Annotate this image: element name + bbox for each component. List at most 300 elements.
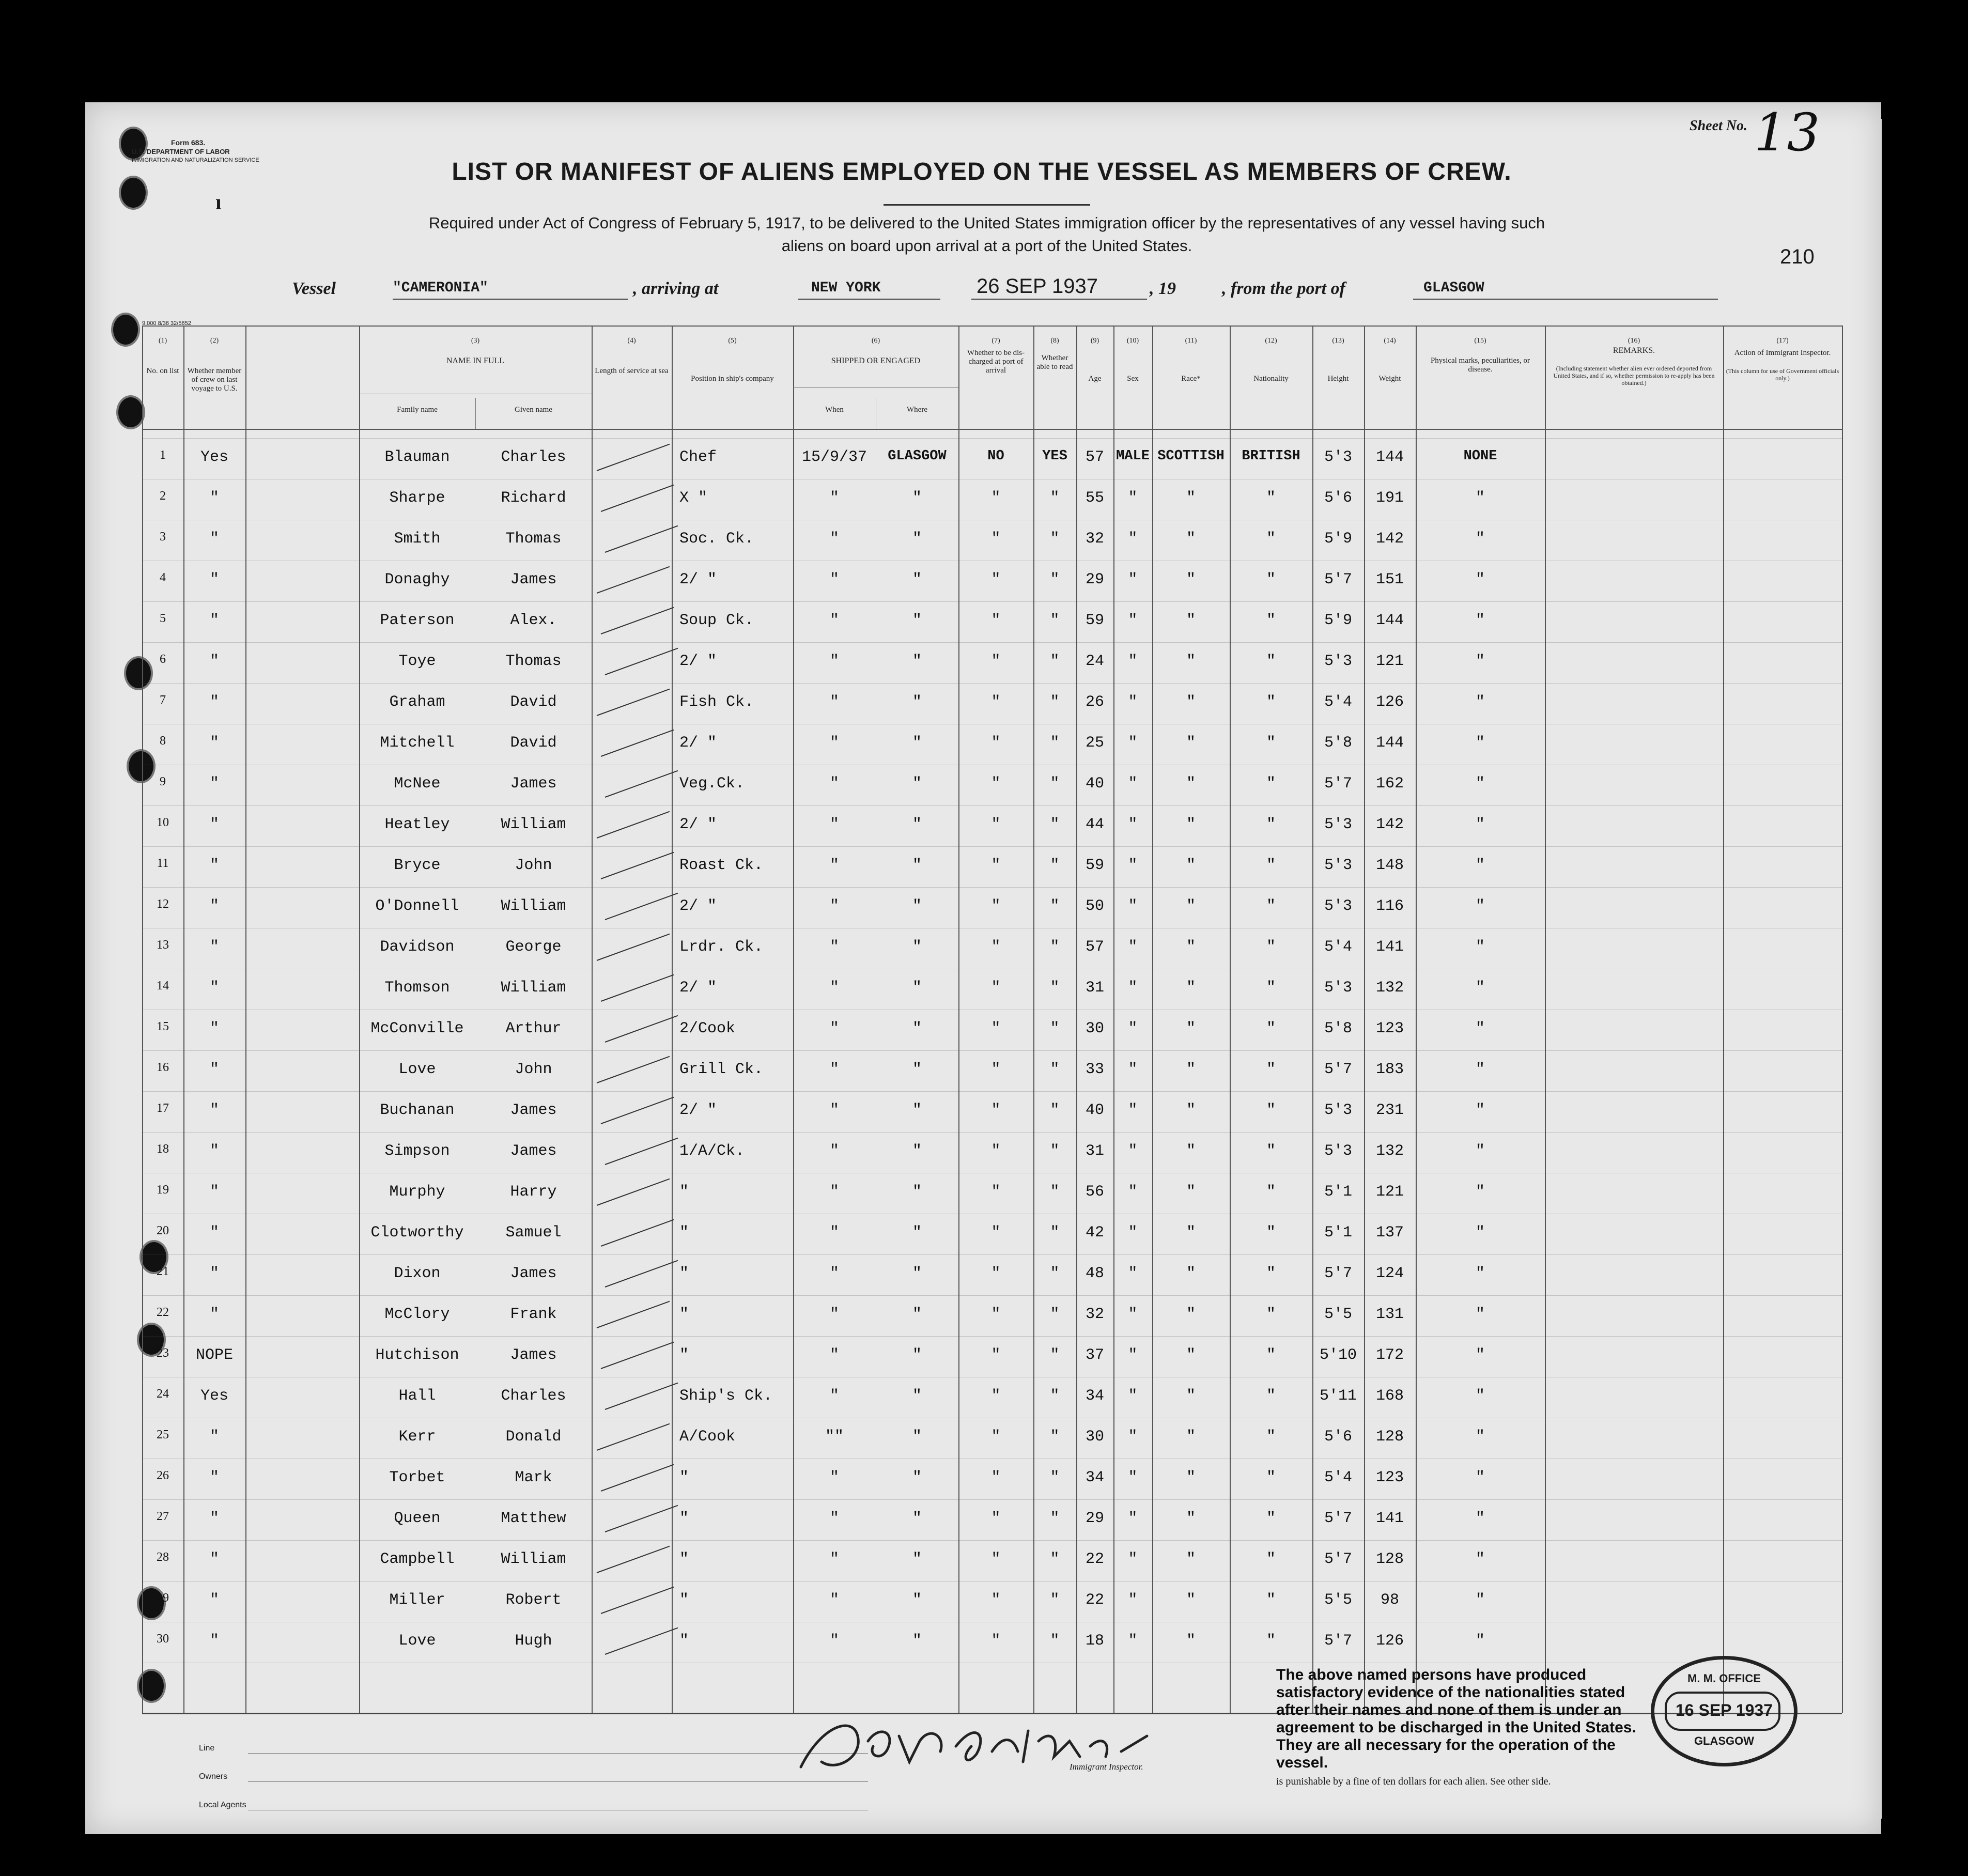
- cell-nationality: ": [1266, 857, 1276, 874]
- cell-discharged: ": [991, 1183, 1001, 1201]
- cell-voyage: ": [209, 653, 219, 670]
- cell-nationality: ": [1266, 938, 1276, 956]
- cell-family: McClory: [384, 1306, 450, 1323]
- cell-sex: ": [1128, 571, 1138, 588]
- cell-age: 29: [1085, 571, 1104, 588]
- owners-underline: [248, 1781, 868, 1782]
- cell-weight: 131: [1375, 1306, 1404, 1323]
- cell-age: 22: [1085, 1591, 1104, 1609]
- cell-voyage: ": [209, 897, 219, 915]
- cell-race: SCOTTISH: [1157, 448, 1225, 464]
- cell-when: ": [829, 857, 839, 874]
- cell-height: 5'4: [1324, 1469, 1352, 1486]
- page-subtitle: [279, 212, 1695, 257]
- cell-given: Robert: [505, 1591, 562, 1609]
- cell-weight: 116: [1375, 897, 1404, 915]
- cell-discharged: ": [991, 816, 1001, 833]
- cell-when: ": [829, 1346, 839, 1364]
- service-length-tick: [605, 1627, 678, 1655]
- subtitle-line-2: aliens on board upon arrival at a port of the United States.: [781, 237, 1192, 255]
- cell-given: William: [501, 897, 566, 915]
- cell-race: ": [1186, 693, 1196, 711]
- cell-when: ": [829, 612, 839, 629]
- cell-discharged: ": [991, 1020, 1001, 1037]
- cell-sex: ": [1128, 693, 1138, 711]
- cell-family: Clotworthy: [370, 1224, 464, 1242]
- cell-weight: 191: [1375, 489, 1404, 507]
- cell-position: Fish Ck.: [679, 693, 754, 711]
- cell-when: ": [829, 816, 839, 833]
- cell-race: ": [1186, 1306, 1196, 1323]
- arrival-date-stamp: 26 SEP 1937: [977, 275, 1098, 298]
- cell-where: ": [912, 1510, 922, 1527]
- column-header: Whether to be dis-charged at port of arrival: [967, 349, 1025, 375]
- cell-family: Love: [398, 1061, 436, 1078]
- cell-read: ": [1050, 1632, 1060, 1650]
- service-length-tick: [605, 893, 678, 920]
- cell-nationality: ": [1266, 693, 1276, 711]
- cell-sex: ": [1128, 1020, 1138, 1037]
- cell-age: 42: [1085, 1224, 1104, 1242]
- cell-height: 5'7: [1324, 1061, 1352, 1078]
- cell-read: ": [1050, 1306, 1060, 1323]
- cell-no: 26: [157, 1469, 169, 1482]
- cell-height: 5'9: [1324, 612, 1352, 629]
- column-header: Action of Immigrant Inspector.: [1734, 349, 1831, 357]
- cell-discharged: ": [991, 530, 1001, 548]
- row-ruling: [142, 683, 1842, 684]
- cell-nationality: ": [1266, 1510, 1276, 1527]
- cell-where: ": [912, 1102, 922, 1119]
- owners-label: Owners: [199, 1772, 228, 1781]
- arrival-port: NEW YORK: [811, 280, 881, 296]
- cell-discharged: ": [991, 1510, 1001, 1527]
- cell-race: ": [1186, 571, 1196, 588]
- row-ruling: [142, 1254, 1842, 1255]
- from-port-underline: [1413, 299, 1718, 300]
- cell-race: ": [1186, 979, 1196, 997]
- arriving-label: , arriving at: [633, 279, 719, 298]
- cell-discharged: ": [991, 693, 1001, 711]
- cell-where: ": [912, 1061, 922, 1078]
- cell-given: James: [510, 1142, 557, 1160]
- cell-voyage: ": [209, 1020, 219, 1037]
- cell-when: ": [829, 653, 839, 670]
- cell-height: 5'3: [1324, 816, 1352, 833]
- cell-voyage: ": [209, 1265, 219, 1282]
- cell-weight: 141: [1375, 938, 1404, 956]
- cell-no: 29: [157, 1591, 169, 1605]
- cell-age: 18: [1085, 1632, 1104, 1650]
- cell-voyage: ": [209, 1061, 219, 1078]
- cell-family: McNee: [394, 775, 441, 793]
- cell-age: 55: [1085, 489, 1104, 507]
- cell-height: 5'4: [1324, 693, 1352, 711]
- vessel-name: "CAMERONIA": [393, 280, 488, 296]
- cell-sex: ": [1128, 1224, 1138, 1242]
- line-label: Line: [199, 1744, 215, 1753]
- cell-family: Graham: [389, 693, 445, 711]
- sheet-label: Sheet No.: [1690, 118, 1747, 134]
- cell-nationality: ": [1266, 1306, 1276, 1323]
- cell-age: 34: [1085, 1469, 1104, 1486]
- cell-read: ": [1050, 857, 1060, 874]
- cell-weight: 121: [1375, 653, 1404, 670]
- cell-no: 2: [160, 489, 166, 503]
- cell-family: Heatley: [384, 816, 450, 833]
- cell-marks: ": [1475, 653, 1485, 670]
- cell-given: Hugh: [515, 1632, 552, 1650]
- column-header: Weight: [1378, 375, 1401, 383]
- service-length-tick: [605, 1505, 678, 1532]
- cell-weight: 137: [1375, 1224, 1404, 1242]
- punch-hole: [111, 313, 140, 347]
- cell-where: ": [912, 1591, 922, 1609]
- cell-sex: ": [1128, 1469, 1138, 1486]
- cell-given: Mark: [515, 1469, 552, 1486]
- column-subheader: Where: [907, 406, 927, 414]
- cell-family: Dixon: [394, 1265, 441, 1282]
- cell-height: 5'5: [1324, 1591, 1352, 1609]
- cell-voyage: ": [209, 1142, 219, 1160]
- cell-given: George: [505, 938, 562, 956]
- cell-voyage: ": [209, 775, 219, 793]
- cell-voyage: ": [209, 1102, 219, 1119]
- cell-read: ": [1050, 734, 1060, 752]
- cell-height: 5'3: [1324, 653, 1352, 670]
- cell-where: ": [912, 816, 922, 833]
- cell-where: ": [912, 571, 922, 588]
- cell-no: 5: [160, 612, 166, 625]
- cell-position: Grill Ck.: [679, 1061, 764, 1078]
- cell-weight: 231: [1375, 1102, 1404, 1119]
- cell-when: ": [829, 734, 839, 752]
- cell-given: David: [510, 734, 557, 752]
- cell-voyage: ": [209, 530, 219, 548]
- cell-where: ": [912, 489, 922, 507]
- cell-no: 11: [157, 857, 169, 870]
- cell-race: ": [1186, 1142, 1196, 1160]
- cell-age: 50: [1085, 897, 1104, 915]
- cell-where: ": [912, 1469, 922, 1486]
- cell-marks: ": [1475, 1265, 1485, 1282]
- vessel-underline: [393, 299, 628, 300]
- cell-sex: ": [1128, 1428, 1138, 1446]
- cell-sex: MALE: [1116, 448, 1150, 464]
- cell-voyage: ": [209, 489, 219, 507]
- cell-height: 5'1: [1324, 1224, 1352, 1242]
- cell-given: Matthew: [501, 1510, 566, 1527]
- column-header: Whether member of crew on last voyage to U.S.: [187, 367, 242, 393]
- cell-when: ": [829, 1265, 839, 1282]
- cell-race: ": [1186, 1224, 1196, 1242]
- cell-when: ": [829, 1102, 839, 1119]
- cell-given: Harry: [510, 1183, 557, 1201]
- cell-sex: ": [1128, 775, 1138, 793]
- row-ruling: [142, 601, 1842, 602]
- cell-weight: 141: [1375, 1510, 1404, 1527]
- cell-read: ": [1050, 775, 1060, 793]
- cell-family: Simpson: [384, 1142, 450, 1160]
- cell-where: ": [912, 1632, 922, 1650]
- cell-marks: ": [1475, 530, 1485, 548]
- cell-given: Thomas: [505, 530, 562, 548]
- stamp-date: 16 SEP 1937: [1675, 1701, 1773, 1719]
- row-ruling: [142, 1050, 1842, 1051]
- cell-given: William: [501, 1551, 566, 1568]
- cell-when: ": [829, 693, 839, 711]
- cell-weight: 172: [1375, 1346, 1404, 1364]
- cell-read: ": [1050, 1102, 1060, 1119]
- cell-when: ": [829, 1632, 839, 1650]
- cell-family: Toye: [398, 653, 436, 670]
- cell-read: ": [1050, 1224, 1060, 1242]
- cell-family: Hall: [398, 1387, 436, 1405]
- cell-position: ": [679, 1224, 689, 1242]
- column-header: REMARKS.: [1613, 346, 1655, 355]
- service-length-tick: [605, 648, 678, 675]
- cell-race: ": [1186, 1387, 1196, 1405]
- cell-position: 2/ ": [679, 979, 717, 997]
- cell-read: ": [1050, 897, 1060, 915]
- manifest-table: [142, 325, 1842, 1713]
- service-length-tick: [605, 1138, 678, 1165]
- page-title: LIST OR MANIFEST OF ALIENS EMPLOYED ON THE VESSEL AS MEMBERS OF CREW.: [452, 158, 1512, 185]
- service-length-tick: [597, 1179, 670, 1206]
- cell-marks: ": [1475, 1102, 1485, 1119]
- service-length-tick: [601, 852, 674, 879]
- cell-discharged: ": [991, 938, 1001, 956]
- cell-read: ": [1050, 571, 1060, 588]
- column-divider: [245, 325, 246, 1713]
- cell-race: ": [1186, 1469, 1196, 1486]
- cell-weight: 183: [1375, 1061, 1404, 1078]
- cell-weight: 144: [1375, 448, 1404, 466]
- cell-discharged: ": [991, 1632, 1001, 1650]
- cell-weight: 144: [1375, 734, 1404, 752]
- cell-discharged: ": [991, 979, 1001, 997]
- service-length-tick: [601, 1342, 674, 1369]
- service-length-tick: [597, 1546, 670, 1573]
- cell-marks: ": [1475, 775, 1485, 793]
- cell-no: 19: [157, 1183, 169, 1197]
- cell-height: 5'7: [1324, 571, 1352, 588]
- cell-weight: 123: [1375, 1469, 1404, 1486]
- cell-no: 12: [157, 897, 169, 911]
- cell-read: ": [1050, 1551, 1060, 1568]
- cell-nationality: ": [1266, 1061, 1276, 1078]
- column-divider: [592, 325, 593, 1713]
- cell-marks: ": [1475, 1632, 1485, 1650]
- cell-sex: ": [1128, 1061, 1138, 1078]
- cell-race: ": [1186, 1102, 1196, 1119]
- cell-given: William: [501, 979, 566, 997]
- cell-position: 2/ ": [679, 571, 717, 588]
- cell-family: O'Donnell: [375, 897, 459, 915]
- cell-given: David: [510, 693, 557, 711]
- cell-read: ": [1050, 653, 1060, 670]
- cell-age: 56: [1085, 1183, 1104, 1201]
- cell-voyage: ": [209, 734, 219, 752]
- cell-family: Mitchell: [380, 734, 455, 752]
- column-number: (7): [991, 337, 1000, 345]
- cell-weight: 162: [1375, 775, 1404, 793]
- cell-voyage: ": [209, 857, 219, 874]
- cell-family: Davidson: [380, 938, 455, 956]
- column-header-note: (Including statement whether alien ever ordered deported from United States, and if so, whether permission to re-apply has been obtained.): [1553, 365, 1715, 386]
- form-number: Form 683.: [171, 138, 206, 147]
- cell-age: 32: [1085, 530, 1104, 548]
- cell-where: GLASGOW: [888, 448, 947, 464]
- cell-discharged: ": [991, 1428, 1001, 1446]
- service-length-tick: [597, 566, 670, 594]
- cell-given: Frank: [510, 1306, 557, 1323]
- cell-race: ": [1186, 1591, 1196, 1609]
- cell-nationality: ": [1266, 1632, 1276, 1650]
- cell-position: ": [679, 1265, 689, 1282]
- column-number: (8): [1050, 337, 1059, 345]
- cell-height: 5'6: [1324, 1428, 1352, 1446]
- row-ruling: [142, 438, 1842, 439]
- service-length-tick: [601, 485, 674, 512]
- sheet-number: 13: [1754, 102, 1820, 163]
- cell-family: Hutchison: [375, 1346, 459, 1364]
- cell-voyage: ": [209, 938, 219, 956]
- cell-given: James: [510, 571, 557, 588]
- cell-position: 1/A/Ck.: [679, 1142, 745, 1160]
- cell-weight: 124: [1375, 1265, 1404, 1282]
- cell-read: ": [1050, 1183, 1060, 1201]
- cell-position: ": [679, 1591, 689, 1609]
- cell-read: ": [1050, 979, 1060, 997]
- cell-age: 32: [1085, 1306, 1104, 1323]
- cell-sex: ": [1128, 1387, 1138, 1405]
- service-length-tick: [605, 525, 678, 553]
- cell-no: 13: [157, 938, 169, 952]
- cell-given: James: [510, 1102, 557, 1119]
- cell-family: Queen: [394, 1510, 441, 1527]
- row-ruling: [142, 846, 1842, 847]
- cell-position: ": [679, 1346, 689, 1364]
- cell-marks: ": [1475, 979, 1485, 997]
- cell-when: ": [829, 530, 839, 548]
- cell-read: ": [1050, 1346, 1060, 1364]
- cell-read: ": [1050, 816, 1060, 833]
- cell-position: 2/ ": [679, 897, 717, 915]
- tick-mark: ı: [215, 191, 222, 214]
- service-length-tick: [601, 730, 674, 757]
- punch-hole: [116, 395, 145, 429]
- punch-hole: [119, 176, 148, 210]
- column-header: Length of service at sea: [595, 367, 669, 375]
- header-rule: [142, 429, 1842, 430]
- cell-family: Donaghy: [384, 571, 450, 588]
- cell-marks: ": [1475, 571, 1485, 588]
- cell-nationality: ": [1266, 1020, 1276, 1037]
- cell-given: James: [510, 775, 557, 793]
- cell-height: 5'4: [1324, 938, 1352, 956]
- cell-marks: ": [1475, 1346, 1485, 1364]
- cell-position: 2/Cook: [679, 1020, 736, 1037]
- cell-no: 23: [157, 1346, 169, 1360]
- crew-nationality-note: The above named persons have produced satisfactory evidence of the nationalities stated after their names and none of them is under an agreement to be discharged in the United States. They are all necessary for the operation of the vessel.: [1276, 1666, 1636, 1771]
- cell-where: ": [912, 1428, 922, 1446]
- column-number: (17): [1776, 337, 1789, 345]
- line-underline: [248, 1753, 868, 1754]
- departure-port: GLASGOW: [1423, 280, 1484, 296]
- cell-marks: ": [1475, 734, 1485, 752]
- cell-nationality: ": [1266, 1591, 1276, 1609]
- cell-read: ": [1050, 1265, 1060, 1282]
- cell-nationality: ": [1266, 612, 1276, 629]
- cell-discharged: ": [991, 1142, 1001, 1160]
- cell-read: ": [1050, 489, 1060, 507]
- column-subheader: When: [825, 406, 844, 414]
- cell-no: 6: [160, 653, 166, 666]
- cell-age: 34: [1085, 1387, 1104, 1405]
- cell-voyage: ": [209, 571, 219, 588]
- service-length-tick: [605, 1260, 678, 1288]
- cell-sex: ": [1128, 979, 1138, 997]
- header-subdivider: [793, 387, 958, 388]
- fine-print: is punishable by a fine of ten dollars for each alien. See other side.: [1276, 1776, 1551, 1787]
- cell-weight: 148: [1375, 857, 1404, 874]
- cell-nationality: BRITISH: [1242, 448, 1300, 464]
- column-number: (2): [210, 337, 219, 345]
- cell-height: 5'7: [1324, 1510, 1352, 1527]
- cell-nationality: ": [1266, 1183, 1276, 1201]
- cell-where: ": [912, 734, 922, 752]
- cell-where: ": [912, 693, 922, 711]
- column-header: Physical marks, peculiarities, or disease.: [1430, 356, 1530, 374]
- cell-discharged: ": [991, 1061, 1001, 1078]
- cell-position: ": [679, 1306, 689, 1323]
- cell-given: Charles: [501, 1387, 566, 1405]
- cell-read: ": [1050, 1020, 1060, 1037]
- cell-where: ": [912, 897, 922, 915]
- service-length-tick: [601, 1464, 674, 1492]
- cell-race: ": [1186, 1020, 1196, 1037]
- cell-race: ": [1186, 1510, 1196, 1527]
- cell-family: Love: [398, 1632, 436, 1650]
- cell-when: 15/9/37: [801, 448, 867, 466]
- service-length-tick: [601, 1587, 674, 1614]
- row-ruling: [142, 1499, 1842, 1500]
- cell-read: ": [1050, 1387, 1060, 1405]
- cell-voyage: NOPE: [195, 1346, 233, 1364]
- cell-marks: ": [1475, 1061, 1485, 1078]
- cell-marks: ": [1475, 1510, 1485, 1527]
- cell-race: ": [1186, 857, 1196, 874]
- cell-where: ": [912, 653, 922, 670]
- cell-voyage: ": [209, 816, 219, 833]
- cell-position: Ship's Ck.: [679, 1387, 773, 1405]
- cell-where: ": [912, 1265, 922, 1282]
- row-ruling: [142, 642, 1842, 643]
- cell-position: Soc. Ck.: [679, 530, 754, 548]
- cell-when: ": [829, 938, 839, 956]
- cell-when: ": [829, 1306, 839, 1323]
- row-ruling: [142, 1336, 1842, 1337]
- column-header: Whether able to read: [1036, 354, 1073, 371]
- cell-no: 22: [157, 1306, 169, 1319]
- column-divider: [1723, 325, 1724, 1713]
- cell-given: Donald: [505, 1428, 562, 1446]
- cell-voyage: ": [209, 1632, 219, 1650]
- column-subheader: Given name: [515, 406, 552, 414]
- cell-sex: ": [1128, 857, 1138, 874]
- cell-age: 25: [1085, 734, 1104, 752]
